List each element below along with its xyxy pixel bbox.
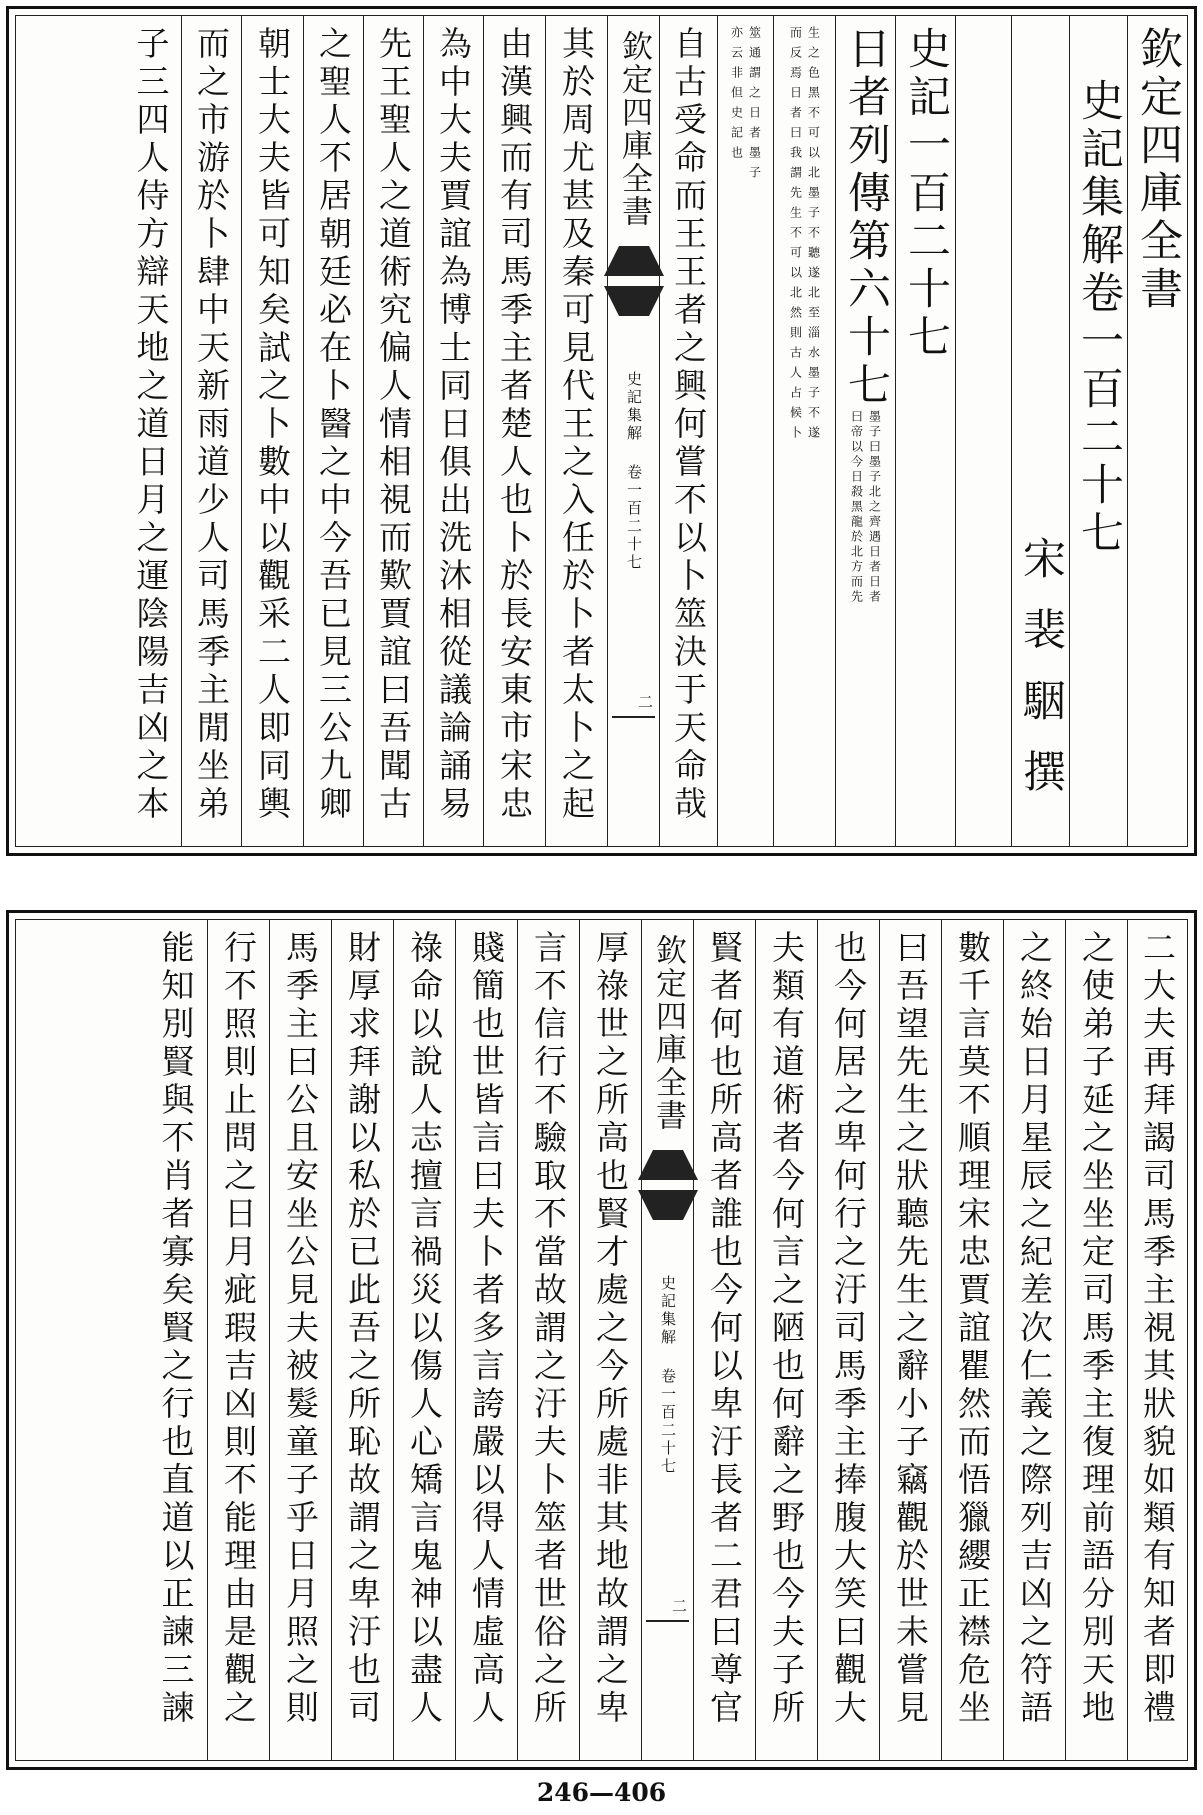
text-column bbox=[483, 16, 545, 846]
column-text: 厚祿世之所高也賢才處之今所處非其地故謂之卑 bbox=[591, 930, 630, 1728]
column-text: 其於周尤甚及秦可見代王之入任於卜者太卜之起 bbox=[557, 26, 596, 824]
text-column bbox=[1127, 16, 1187, 846]
text-column bbox=[895, 16, 955, 846]
center-fold-rule bbox=[612, 716, 655, 718]
text-column bbox=[773, 16, 835, 846]
column-text: 為中大夫賈誼為博士同日俱出洗沐相從議論誦易 bbox=[434, 26, 473, 824]
text-column bbox=[755, 920, 817, 1760]
column-text: 朝士大夫皆可知矣試之卜數中以觀采二人即同輿 bbox=[253, 26, 292, 824]
text-column bbox=[393, 920, 455, 1760]
center-fold-column bbox=[607, 16, 659, 846]
column-text: 也今何居之卑何行之汙司馬季主捧腹大笑曰觀大 bbox=[829, 930, 868, 1728]
column-text: 行不照則止問之日月疵瑕吉凶則不能理由是觀之 bbox=[219, 930, 258, 1728]
note-line-left: 曰帝以今日殺黑龍於北方而先 bbox=[849, 410, 864, 605]
text-column bbox=[455, 920, 517, 1760]
commentary-note bbox=[836, 410, 895, 846]
column-text: 子三四人侍方辯天地之道日月之運陰陽吉凶之本 bbox=[131, 26, 171, 824]
bottom-page bbox=[6, 910, 1197, 1770]
author-byline: 宋裴駰撰 bbox=[1016, 536, 1066, 820]
column-text: 之終始日月星辰之紀差次仁義之際列吉凶之符語 bbox=[1015, 930, 1054, 1728]
center-fold-volume: 史記集解 卷一百二十七 bbox=[625, 371, 643, 572]
page-number: 246—406 bbox=[536, 1778, 667, 1807]
text-column bbox=[693, 920, 755, 1760]
text-column bbox=[269, 920, 331, 1760]
text-column bbox=[717, 16, 773, 846]
text-column bbox=[303, 16, 363, 846]
text-column bbox=[363, 16, 423, 846]
note-line-left: 亦云非但史記也 bbox=[729, 26, 744, 166]
commentary-note bbox=[718, 26, 773, 846]
note-line-right: 筮通謂之日者墨子 bbox=[747, 26, 762, 186]
column-text: 馬季主曰公且安坐公見夫被髮童子乎日月照之則 bbox=[281, 930, 320, 1728]
column-text: 財厚求拜謝以私於已此吾之所恥故謂之卑汙也司 bbox=[343, 930, 382, 1728]
text-column bbox=[941, 920, 1003, 1760]
center-fold-title: 欽定四庫全書 bbox=[616, 30, 652, 228]
text-column bbox=[955, 16, 1011, 846]
fishtail-mark-lower bbox=[638, 1190, 698, 1220]
text-column bbox=[545, 16, 607, 846]
text-column bbox=[817, 920, 879, 1760]
text-column bbox=[207, 920, 269, 1760]
column-text: 日者列傳第六十七 bbox=[841, 26, 891, 410]
text-column bbox=[1065, 920, 1127, 1760]
center-fold-column bbox=[641, 920, 693, 1760]
note-line-left: 而反焉日者曰我謂先生不可以北然則古人占候卜 bbox=[788, 26, 803, 446]
fishtail-mark-lower bbox=[604, 286, 664, 316]
leaf-number: 二 bbox=[671, 1597, 687, 1615]
text-column bbox=[659, 16, 717, 846]
column-text: 之使弟子延之坐坐定司馬季主復理前語分別天地 bbox=[1077, 930, 1116, 1728]
center-fold-rule bbox=[646, 1620, 689, 1622]
column-text: 賤簡也世皆言曰夫卜者多言誇嚴以得人情虛高人 bbox=[467, 930, 506, 1728]
column-text: 自古受命而王王者之興何嘗不以卜筮決于天命哉 bbox=[669, 26, 708, 824]
column-text: 而之市游於卜肆中天新雨道少人司馬季主閒坐弟 bbox=[192, 26, 231, 824]
text-column bbox=[331, 920, 393, 1760]
text-column bbox=[145, 920, 207, 1760]
column-text: 夫類有道術者今何言之陋也何辭之野也今夫子所 bbox=[767, 930, 806, 1728]
text-column bbox=[241, 16, 303, 846]
text-column bbox=[1011, 16, 1069, 846]
column-text: 先王聖人之道術究偏人情相視而歎賈誼曰吾聞古 bbox=[374, 26, 413, 824]
column-text: 賢者何也所高者誰也今何以卑汙長者二君曰尊官 bbox=[705, 930, 744, 1728]
column-text: 之聖人不居朝廷必在卜醫之中今吾已見三公九卿 bbox=[314, 26, 353, 824]
text-column bbox=[121, 16, 181, 846]
text-column bbox=[181, 16, 241, 846]
text-column bbox=[517, 920, 579, 1760]
bottom-page-columns bbox=[15, 919, 1188, 1761]
text-column bbox=[579, 920, 641, 1760]
text-column bbox=[1069, 16, 1127, 846]
top-page bbox=[6, 6, 1197, 856]
center-fold-title: 欽定四庫全書 bbox=[650, 934, 686, 1132]
text-column bbox=[879, 920, 941, 1760]
column-text: 言不信行不驗取不當故謂之汙夫卜筮者世俗之所 bbox=[529, 930, 568, 1728]
fishtail-mark-upper bbox=[604, 246, 664, 276]
column-text: 曰吾望先生之狀聽先生之辭小子竊觀於世未嘗見 bbox=[891, 930, 930, 1728]
text-column bbox=[1003, 920, 1065, 1760]
text-column bbox=[423, 16, 483, 846]
note-line-right: 生之色黑不可以北墨子不聽遂北至淄水墨子不遂 bbox=[806, 26, 821, 446]
column-text: 二大夫再拜謁司馬季主視其狀貌如類有知者即禮 bbox=[1138, 930, 1177, 1728]
column-text: 數千言莫不順理宋忠賈誼瞿然而悟獵纓正襟危坐 bbox=[953, 930, 992, 1728]
fishtail-mark-upper bbox=[638, 1150, 698, 1180]
leaf-number: 二 bbox=[637, 693, 653, 711]
column-text: 能知別賢與不肖者寡矣賢之行也直道以正諫三諫 bbox=[156, 930, 196, 1728]
column-text: 史記一百二十七 bbox=[901, 26, 951, 362]
column-text: 史記集解卷一百二十七 bbox=[1074, 78, 1124, 558]
text-column bbox=[1127, 920, 1187, 1760]
column-text: 欽定四庫全書 bbox=[1133, 26, 1183, 314]
column-text: 由漢興而有司馬季主者楚人也卜於長安東市宋忠 bbox=[495, 26, 534, 824]
text-column bbox=[835, 16, 895, 846]
commentary-note bbox=[774, 26, 835, 846]
note-line-right: 墨子曰墨子北之齊遇日者日者 bbox=[867, 410, 882, 605]
column-text: 祿命以說人志擅言禍災以傷人心矯言鬼神以盡人 bbox=[405, 930, 444, 1728]
top-page-columns bbox=[15, 15, 1188, 847]
center-fold-volume: 史記集解 卷一百二十七 bbox=[659, 1275, 677, 1476]
